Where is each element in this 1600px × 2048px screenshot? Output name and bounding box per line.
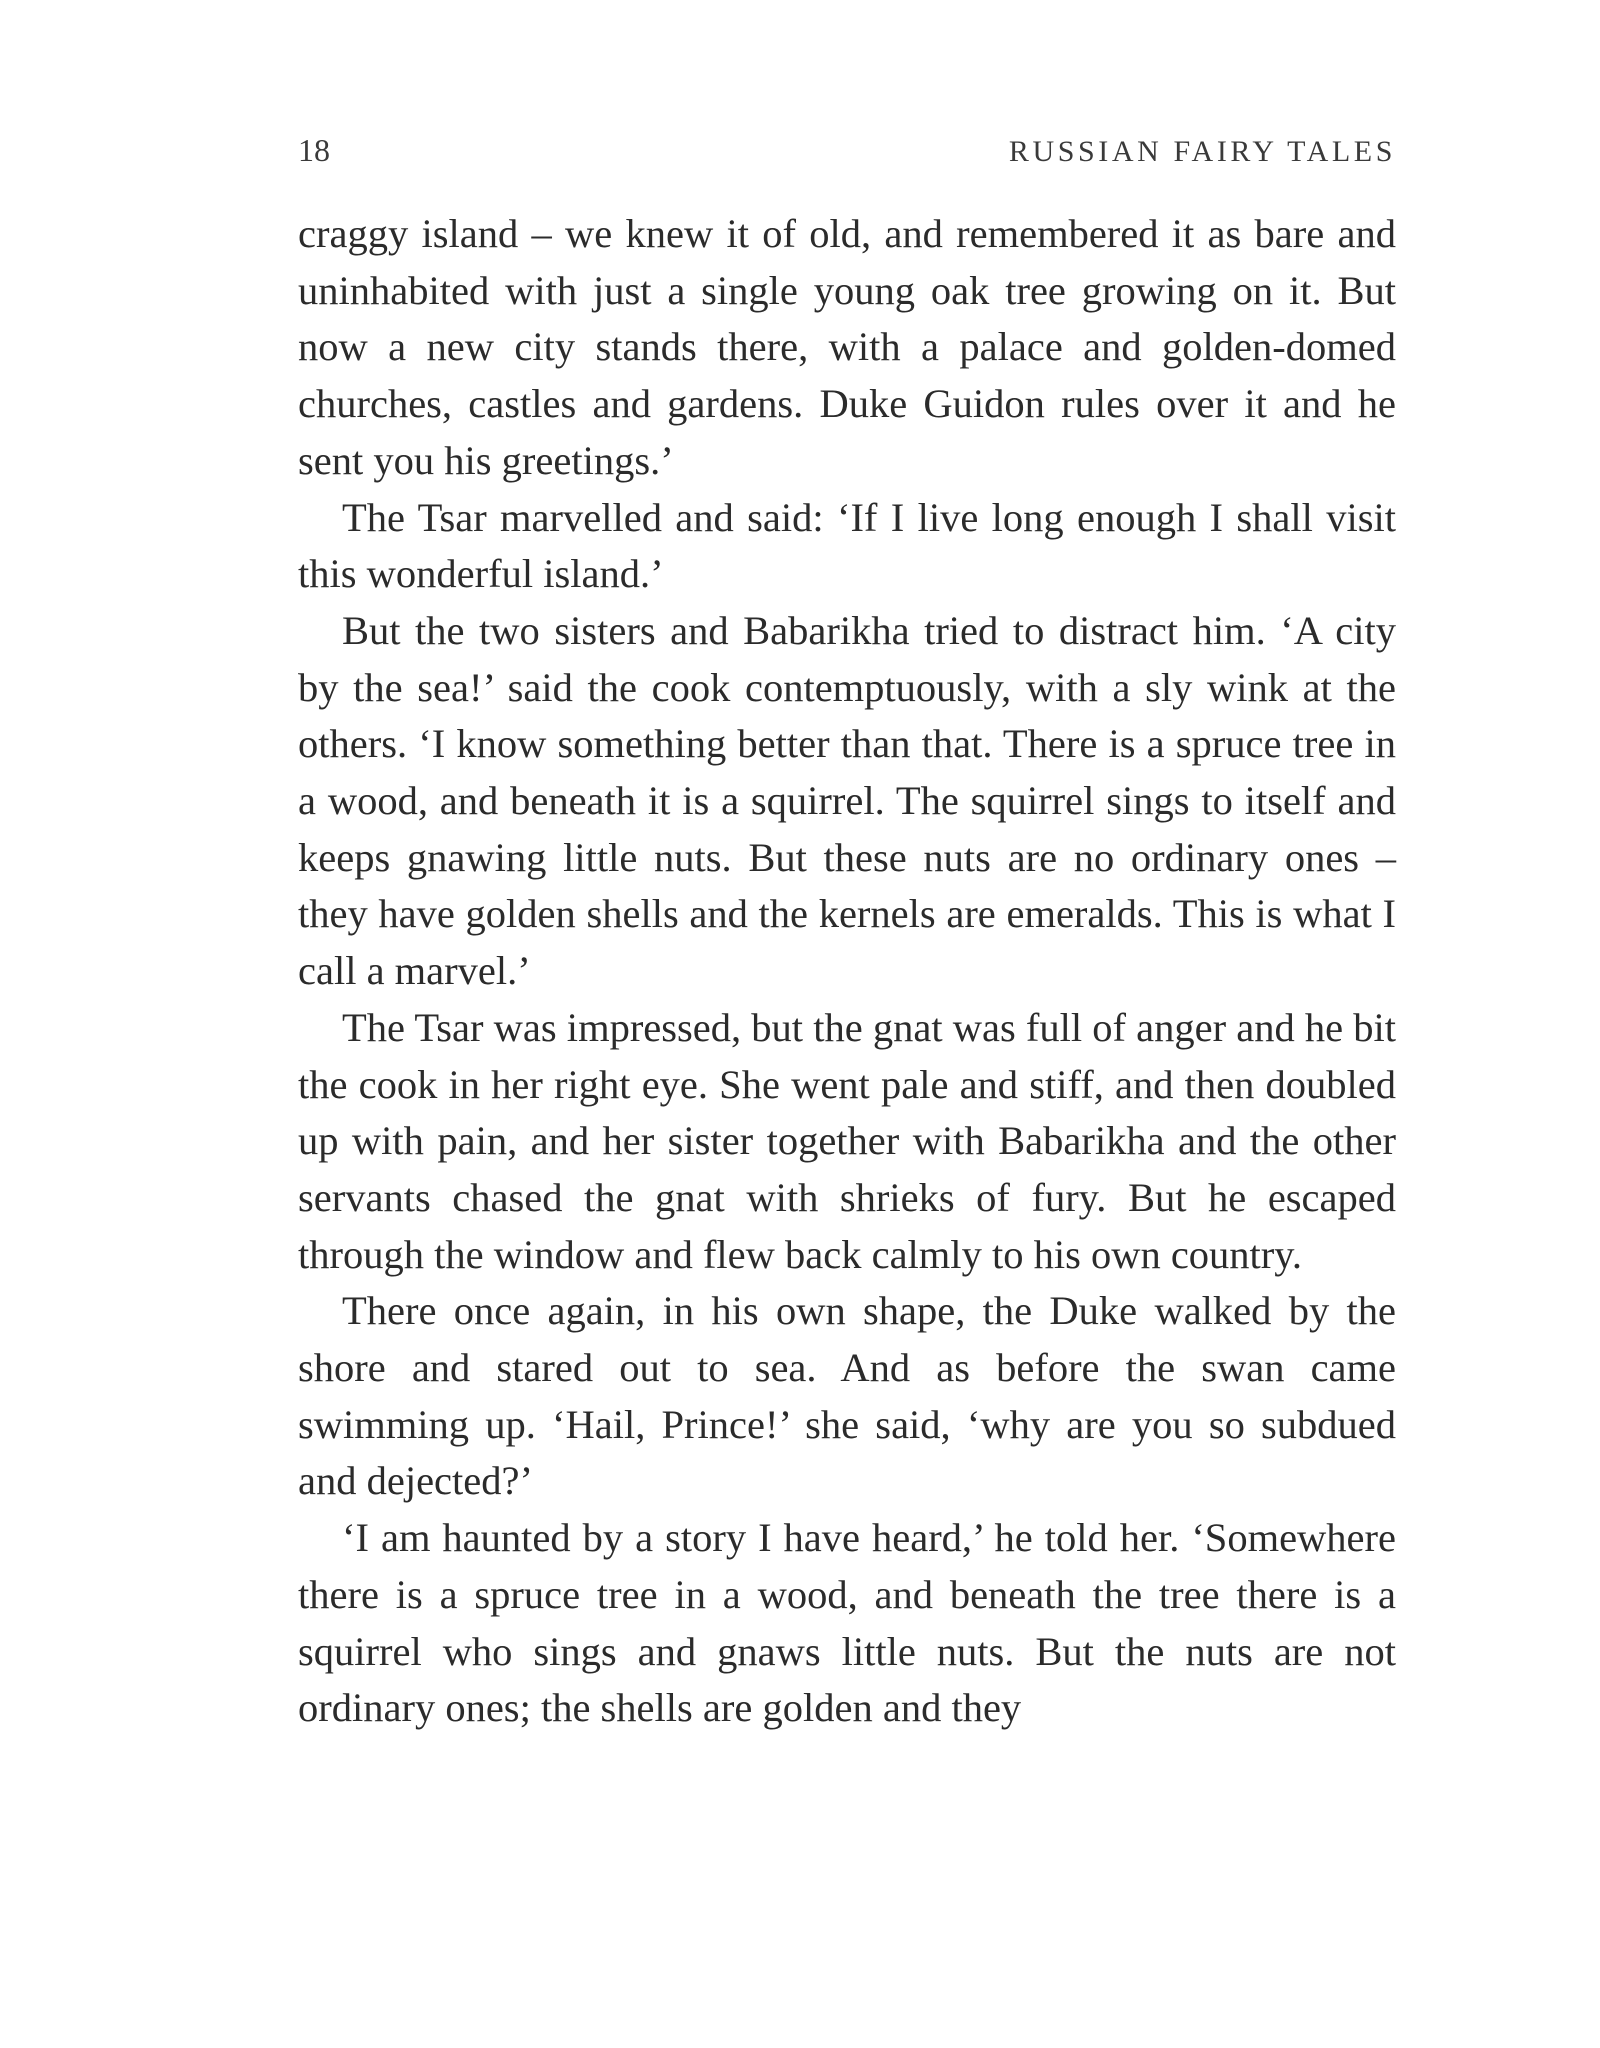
paragraph: The Tsar was impressed, but the gnat was full of anger and he bit the cook in her right eye. She went pale and stiff, and then doubled up with pain, and her sister together with Babarikha and the other servants chased the gnat with shrieks of fury. But he escaped through the window and flew back calmly to his own country.: [298, 1004, 1396, 1277]
paragraph: There once again, in his own shape, the Duke walked by the shore and stared out to sea. And as before the swan came swimming up. ‘Hail, Prince!’ she said, ‘why are you so subdued and dejected?’: [298, 1288, 1396, 1504]
paragraph: But the two sisters and Babarikha tried to distract him. ‘A city by the sea!’ said the cook contemptuously, with a sly wink at the others. ‘I know something better than that. There is a spruce tree in a wood, and beneath it is a squirrel. The squirrel sings to itself and keeps gnawing little nuts. But these nuts are no ordinary ones – they have golden shells and the kernels are emeralds. This is what I call a marvel.’: [298, 607, 1396, 994]
running-title: RUSSIAN FAIRY TALES: [1008, 135, 1396, 168]
page-number: 18: [298, 132, 330, 168]
paragraph: The Tsar marvelled and said: ‘If I live long enough I shall visit this wonderful island.’: [298, 494, 1396, 597]
paragraph: ‘I am haunted by a story I have heard,’ he told her. ‘Somewhere there is a spruce tree in a wood, and beneath the tree there is a squirrel who sings and gnaws little nuts. But the nuts are not ordinary ones; the shells are golden and they: [298, 1515, 1396, 1731]
page-header: [298, 132, 1396, 176]
paragraph-continued: craggy island – we knew it of old, and remembered it as bare and uninhabited with just a single young oak tree growing on it. But now a new city stands there, with a palace and golden-domed churches, castles and gardens. Duke Guidon rules over it and he sent you his greetings.’: [298, 211, 1396, 483]
body-text: [298, 206, 1396, 1737]
